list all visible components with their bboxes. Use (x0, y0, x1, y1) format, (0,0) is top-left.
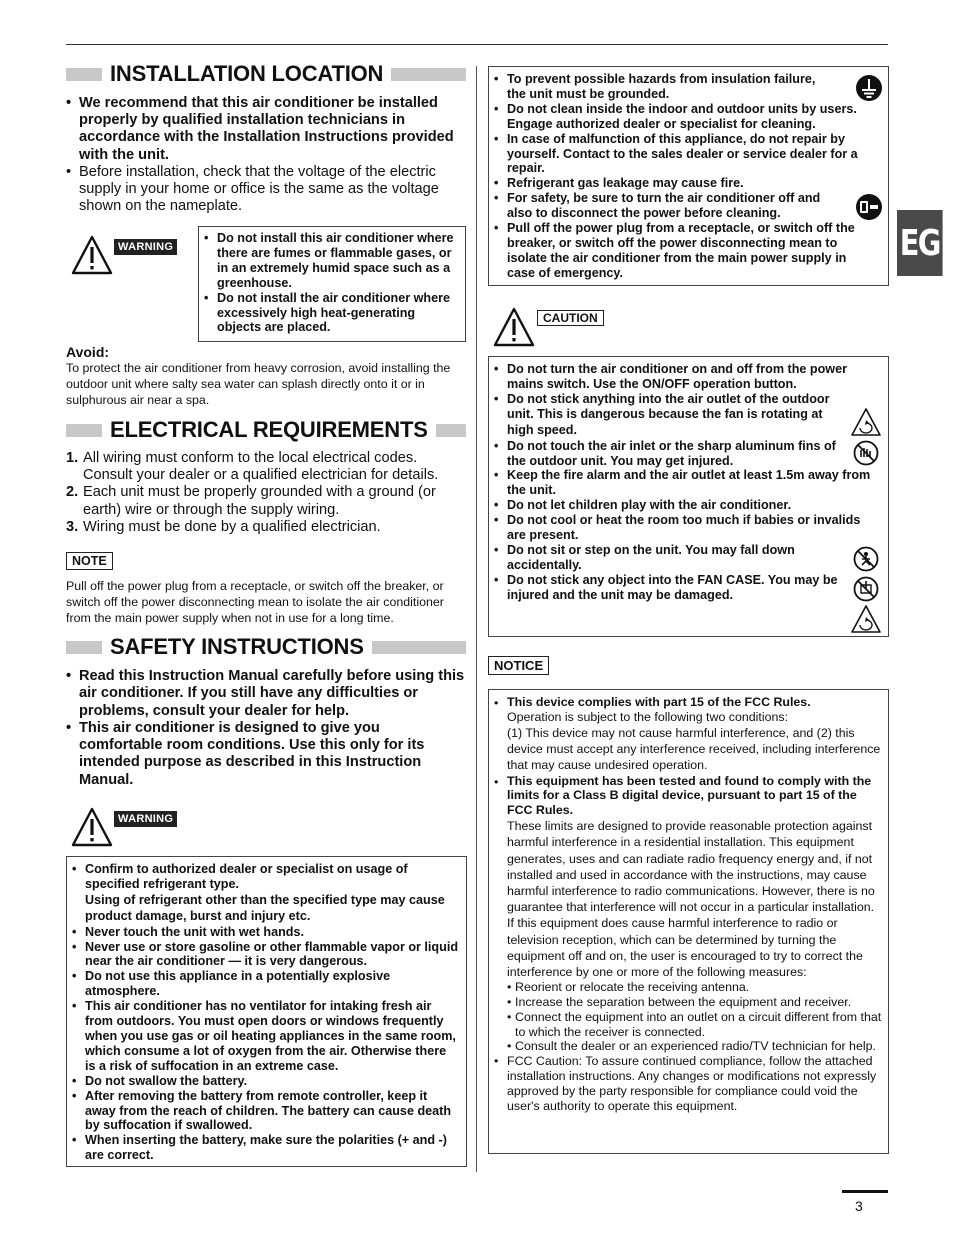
electrical-list (66, 450, 466, 536)
measure-item (507, 995, 882, 1010)
safety-warning-box (66, 856, 467, 1167)
list-item: • Do not clean inside the indoor and outdoor units by users. Engage authorized dealer or specialist for cleaning. (494, 102, 877, 132)
no-insert-object-icon (853, 576, 879, 602)
list-item (72, 1133, 460, 1163)
item-text: Wiring must be done by a qualified electrician. (83, 518, 381, 535)
warning-text: • Never use or store gasoline or other flammable vapor or liquid near the air conditioner — it is very dangerous. (85, 939, 459, 969)
list-item (72, 940, 460, 970)
list-item (72, 999, 460, 1074)
list-item: • Do not stick any object into the FAN CASE. You may be injured and the unit may be damaged. (494, 573, 845, 603)
warning-text: • After removing the battery from remote controller, keep it away from the reach of children. The battery can cause death by suffocation if swallowed. (85, 1088, 452, 1133)
list-item (494, 695, 882, 774)
no-sit-icon (853, 546, 879, 572)
avoid-title: Avoid: (66, 344, 110, 360)
right-warning-box (488, 66, 889, 286)
list-item: • Do not install the air conditioner where excessively high heat-generating objects are placed. (204, 291, 459, 336)
list-item: • Refrigerant gas leakage may cause fire. (494, 176, 877, 191)
list-item: • In case of malfunction of this appliance, do not repair by yourself. Contact to the sales dealer or service dealer for a repair. (494, 132, 877, 177)
bullet-dot: • (507, 995, 512, 1010)
list-item (72, 925, 460, 940)
warning-text: • Do not use this appliance in a potentially explosive atmosphere. (85, 969, 391, 999)
warning-badge: WARNING (114, 239, 177, 255)
warning-detail: Using of refrigerant other than the specified type may cause product damage, burst and injury etc. (85, 892, 445, 924)
notice-box (488, 689, 889, 1154)
ground-icon (855, 74, 883, 102)
warning-text: • Do not swallow the battery. (85, 1073, 248, 1088)
item-text: All wiring must conform to the local electrical codes. Consult your dealer or a qualified electrician for details. (83, 450, 439, 484)
measure-text: Increase the separation between the equipment and receiver. (515, 995, 852, 1010)
top-rule (66, 44, 888, 45)
notice-tag: NOTICE (488, 656, 549, 675)
avoid-text: To protect the air conditioner from heavy corrosion, avoid installing the outdoor unit where salty sea water can splash directly onto it or in sulphurous air near a spa. (66, 361, 451, 407)
measure-item (507, 1010, 882, 1040)
right-warning-list (494, 72, 858, 281)
caution-list (494, 362, 882, 603)
language-tab: EG (897, 210, 943, 276)
rotating-fan-hazard-icon (850, 604, 882, 634)
notice-list (494, 695, 882, 1113)
measure-text: Reorient or relocate the receiving antenna. (515, 980, 750, 995)
measures-list (507, 980, 882, 1054)
list-item: • To prevent possible hazards from insulation failure, the unit must be grounded. (494, 72, 834, 102)
list-item: • Do not let children play with the air conditioner. (494, 498, 882, 513)
fcc-conditions-detail: (1) This device may not cause harmful interference, and (2) this device must accept any interference received, including interference that may cause undesired operation. (507, 725, 881, 773)
installation-warning-box (198, 226, 466, 342)
item-text: Each unit must be properly grounded with a ground (or earth) wire or through the supply wiring. (83, 484, 436, 518)
no-touch-fins-icon (853, 440, 879, 466)
note-tag: NOTE (66, 552, 113, 570)
list-item (494, 774, 882, 1055)
safety-heading (66, 635, 466, 659)
list-item: • Do not sit or step on the unit. You may fall down accidentally. (494, 543, 845, 573)
installation-bullets (66, 95, 466, 215)
numbered-item (66, 519, 466, 536)
list-item: • Do not touch the air inlet or the sharp aluminum fins of the outdoor unit. You may get injured. (494, 439, 845, 469)
class-b-text: These limits are designed to provide reasonable protection against harmful interference in a residential installation. This equipment generates, uses and can radiate radio frequency energy and, if not installed and used in accordance with the instructions, may cause harmful interference to radio communications. However, there is no guarantee that interference will not occur in a particular installation. If this equipment does cause harmful interference to radio or television reception, which can be determined by turning the equipment off and on, the user is encouraged to try to correct the interference by one or more of the following measures: (507, 819, 875, 980)
caution-box (488, 356, 889, 637)
safety-warning-list (72, 862, 460, 1163)
warning-triangle-icon (70, 806, 114, 848)
list-item (72, 969, 460, 999)
list-item: • Read this Instruction Manual carefully before using this air conditioner. If you still have any difficulties or problems, consult your dealer for help. (66, 668, 466, 720)
installation-warning-list (204, 231, 459, 335)
caution-triangle-icon (492, 306, 536, 348)
fcc-conditions: Operation is subject to the following two conditions: (507, 709, 789, 724)
list-item: • Do not cool or heat the room too much if babies or invalids are present. (494, 513, 882, 543)
safety-bullets (66, 668, 466, 789)
fcc-compliance-bold: • This device complies with part 15 of the FCC Rules. (507, 695, 811, 709)
bottom-rule (842, 1190, 888, 1193)
numbered-item (66, 450, 466, 484)
warning-badge: WARNING (114, 811, 177, 827)
list-item: • We recommend that this air conditioner be installed properly by qualified installation technicians in accordance with the Installation Instructions provided with the unit. (66, 95, 466, 164)
class-b-bold: • This equipment has been tested and found to comply with the limits for a Class B digital device, pursuant to part 15 of the FCC Rules. (507, 773, 872, 818)
page-number: 3 (855, 1198, 863, 1214)
measure-text: Connect the equipment into an outlet on a circuit different from that to which the receiver is connected. (515, 1009, 882, 1039)
list-item (72, 862, 460, 925)
installation-heading (66, 62, 466, 86)
unplug-icon (855, 193, 883, 221)
list-item: • FCC Caution: To assure continued compliance, follow the attached installation instructions. Any changes or modifications not expressly approved by the party responsible for compliance could void the user's authority to operate this equipment. (494, 1054, 882, 1113)
column-divider (476, 66, 477, 1172)
warning-text: • This air conditioner has no ventilator for intaking fresh air from outdoors. You must open doors or windows frequently when you use gas or oil heating appliances in the same room, which consume a lot of oxygen from the air. Otherwise there is a risk of suffocation in an extreme case. (85, 999, 456, 1073)
list-item (72, 1074, 460, 1089)
measure-text: Consult the dealer or an experienced radio/TV technician for help. (515, 1039, 876, 1054)
warning-text: • When inserting the battery, make sure the polarities (+ and -) are correct. (85, 1133, 447, 1163)
warning-triangle-icon (70, 234, 114, 276)
item-number: 2. (66, 484, 79, 501)
list-item: • Do not turn the air conditioner on and off from the power mains switch. Use the ON/OFF operation button. (494, 362, 882, 392)
bullet-dot: • (507, 1039, 512, 1054)
bullet-dot: • (507, 1009, 512, 1024)
list-item (72, 1089, 460, 1134)
electrical-heading (66, 418, 466, 442)
electrical-title: ELECTRICAL REQUIREMENTS (110, 417, 428, 442)
item-number: 1. (66, 450, 79, 466)
measure-item (507, 1039, 882, 1054)
list-item: • Keep the fire alarm and the air outlet at least 1.5m away from the unit. (494, 468, 882, 498)
bullet-dot: • (507, 980, 512, 995)
numbered-item (66, 484, 466, 518)
note-text: Pull off the power plug from a receptacle, or switch off the breaker, or switch off the power disconnecting mean to isolate the air conditioner from the main power supply when not in use for a long time. (66, 579, 444, 625)
caution-tag: CAUTION (537, 310, 604, 326)
list-item: • Do not install this air conditioner where there are fumes or flammable gases, or in an extremely humid space such as a greenhouse. (204, 231, 459, 291)
list-item: • Do not stick anything into the air outlet of the outdoor unit. This is dangerous because the fan is rotating at high speed. (494, 392, 845, 439)
measure-item (507, 980, 882, 995)
warning-text: • Never touch the unit with wet hands. (85, 924, 305, 939)
list-item: • Before installation, check that the voltage of the electric supply in your home or office is the same as the voltage shown on the nameplate. (66, 164, 466, 216)
list-item: • For safety, be sure to turn the air conditioner off and also to disconnect the power before cleaning. (494, 191, 834, 221)
rotating-fan-hazard-icon (850, 407, 882, 437)
list-item: • This air conditioner is designed to give you comfortable room conditions. Use this only for its intended purpose as described in this Instruction Manual. (66, 720, 466, 789)
item-number: 3. (66, 518, 79, 535)
list-item: • Pull off the power plug from a receptacle, or switch off the breaker, or switch off the power disconnecting mean to isolate the air conditioner from the main power supply in case of emergency. (494, 221, 877, 281)
safety-title: SAFETY INSTRUCTIONS (110, 634, 364, 659)
warning-text: • Confirm to authorized dealer or specialist on usage of specified refrigerant type. (85, 862, 408, 891)
installation-title: INSTALLATION LOCATION (110, 61, 384, 86)
